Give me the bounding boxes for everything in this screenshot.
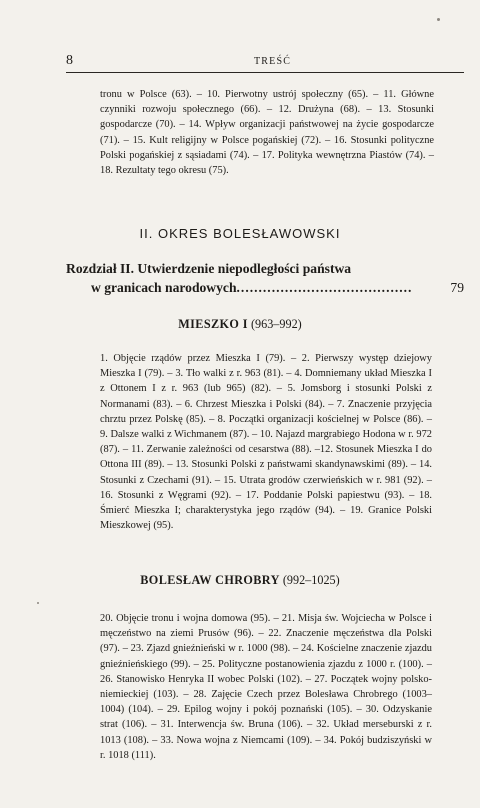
section-name: BOLESŁAW CHROBRY bbox=[140, 573, 280, 587]
section-years: (992–1025) bbox=[282, 573, 340, 587]
part-title: II. OKRES BOLESŁAWOWSKI bbox=[139, 226, 341, 241]
chapter-leader-dots: ........................................ bbox=[236, 280, 413, 295]
section-name: MIESZKO I bbox=[178, 317, 248, 331]
chapter-title-line2: w granicach narodowych bbox=[91, 280, 237, 295]
section-years: (963–992) bbox=[250, 317, 302, 331]
paper-speck bbox=[437, 18, 440, 21]
section-heading-boleslaw bbox=[0, 573, 480, 588]
section-text-boleslaw: 20. Objęcie tronu i wojna domowa (95). – 21. Misja św. Wojciecha w Polsce i męczeństwo na ziemi Prusów (96). – 22. Znaczenie męczeństwa dla Polski (97). – 23. Zjazd gnieźnieński w r. 1000 (98). – 24. Kościelne znaczenie zjazdu gnieźnieńskiego (99). – 25. Polityczne postanowienia zjazdu z 1000 r. (100). – 26. Stanowisko Henryka II wobec Polski (102). – 27. Początek wojny polsko-niemieckiej (103). – 28. Zajęcie Czech przez Bolesława Chrobrego (1003–1004) (104). – 29. Epilog wojny i pokój poznański (105). – 30. Odzyskanie strat (106). – 31. Interwencja św. Bruna (106). – 32. Układ merseburski z r. 1013 (108). – 33. Nowa wojna z Niemcami (109). – 34. Pokój budziszyński w r. 1018 (111). bbox=[100, 613, 432, 761]
running-head: TREŚĆ bbox=[254, 56, 292, 67]
section-heading-mieszko bbox=[0, 317, 480, 332]
chapter-page-number: 79 bbox=[450, 280, 464, 295]
header-rule bbox=[66, 72, 464, 73]
chapter-title-line2-row bbox=[66, 278, 464, 297]
paper-speck bbox=[37, 602, 39, 604]
chapter-heading bbox=[66, 259, 464, 297]
chapter-title-line1: Rozdział II. Utwierdzenie niepodległości państwa bbox=[66, 261, 352, 276]
section-text-mieszko: 1. Objęcie rządów przez Mieszka I (79). – 2. Pierwszy występ dziejowy Mieszka I (79). – 3. Tło walki z r. 963 (81). – 4. Domniemany układ Mieszka I z Ottonem I z r. 963 (lub 965) (82). – 5. Jomsborg i stosunki Polski z Normanami (83). – 6. Chrzest Mieszka i Polski (84). – 7. Znaczenie przyjęcia chrztu przez Polskę (85). – 8. Początki organizacji kościelnej w Polsce (86). – 9. Dalsze walki z Wichmanem (87). – 10. Najazd margrabiego Hodona w r. 972 (87). – 11. Zerwanie zależności od cesarstwa (88). –12. Stosunek Mieszka I do Ottona III (89). – 13. Stosunki Polski z państwami skandynawskimi (89). – 14. Stosunki z Czechami (91). – 15. Utrata grodów czerwieńskich w r. 981 (92). – 16. Stosunki z Węgrami (92). – 17. Poddanie Polski papiestwu (93). – 18. Śmierć Mieszka I; charakterystyka jego rządów (94). – 19. Granice Polski Mieszkowej (95). bbox=[100, 353, 432, 532]
page-header bbox=[66, 53, 464, 73]
page-number: 8 bbox=[66, 53, 73, 68]
intro-paragraph: tronu w Polsce (63). – 10. Pierwotny ustrój społeczny (65). – 11. Główne czynniki rozwoju społecznego (66). – 12. Drużyna (68). – 13. Stosunki gospodarcze (70). – 14. Wpływ organizacji państwowej na życie gospodarcze (71). – 15. Kult religijny w Polsce pogańskiej (72). – 16. Stosunki polityczne Polski pogańskiej z sąsiadami (74). – 17. Polityka wewnętrzna Piastów (74). – 18. Rezultaty tego okresu (75). bbox=[100, 89, 434, 177]
